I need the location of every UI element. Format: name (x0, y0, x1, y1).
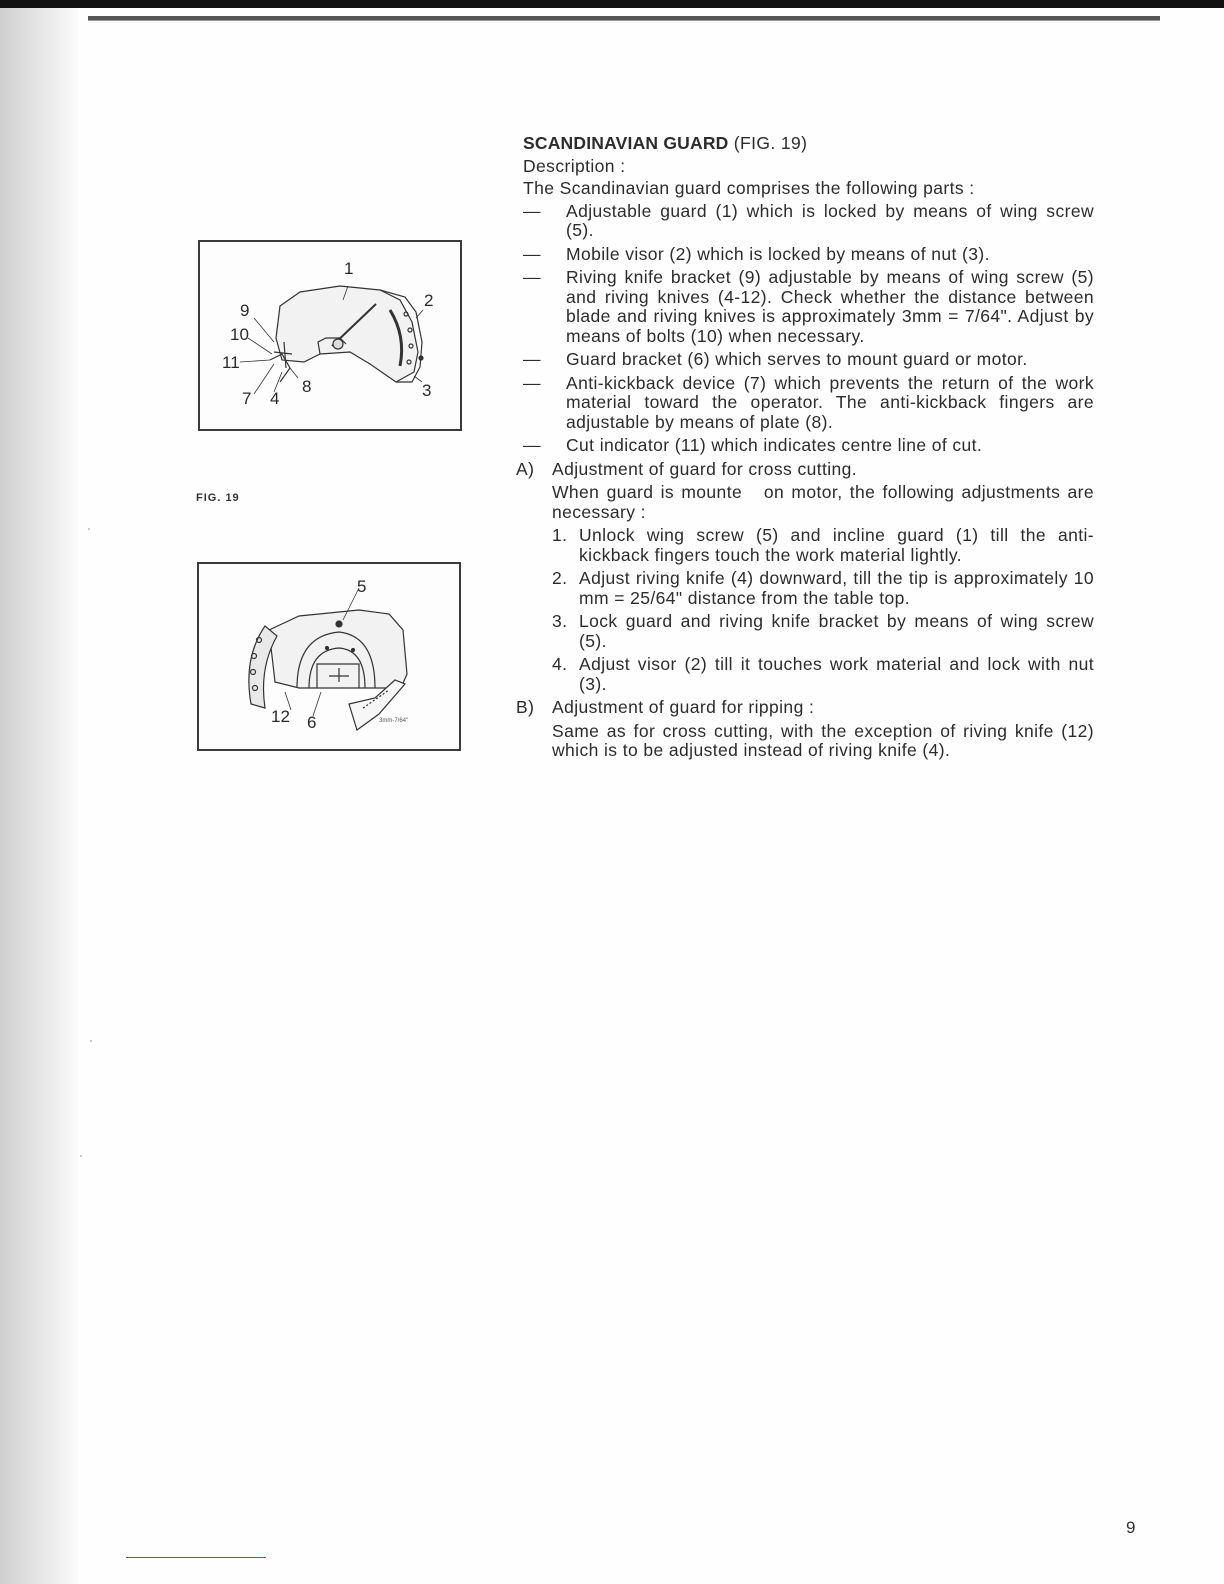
part-item: — Adjustable guard (1) which is locked by means of wing screw (5). (523, 200, 1094, 240)
page-number: 9 (1126, 1518, 1136, 1537)
part-item: — Guard bracket (6) which serves to mount guard or motor. (523, 349, 1028, 369)
callout-3: 3 (422, 381, 432, 400)
step-item: 4. Adjust visor (2) till it touches work material and lock with nut (3). (552, 654, 1094, 694)
binding-shadow (0, 0, 78, 1584)
callout-11: 11 (222, 353, 240, 372)
section-heading (523, 134, 1094, 154)
callout-2: 2 (424, 291, 434, 310)
callout-12: 12 (271, 707, 290, 726)
header-rule (88, 16, 1160, 21)
section-b-text: Same as for cross cutting, with the exception of riving knife (12) which is to be adjusted instead of riving knife (4). (552, 720, 1094, 760)
scan-speck (90, 1040, 92, 1042)
scan-speck (88, 528, 90, 530)
scan-speck (80, 1155, 82, 1157)
figure-caption: FIG. 19 (196, 492, 240, 504)
part-item: — Anti-kickback device (7) which prevents the return of the work material toward the operator. The anti-kickback fingers are adjustable by means of plate (8). (523, 372, 1094, 432)
svg-text:3mm-7/64": 3mm-7/64" (379, 718, 409, 724)
heading-title: SCANDINAVIAN GUARD (523, 133, 729, 153)
step-item: 1. Unlock wing screw (5) and incline guard (1) till the anti-kickback fingers touch the work material lightly. (552, 525, 1094, 565)
callout-8: 8 (302, 377, 312, 396)
step-item: 2. Adjust riving knife (4) downward, till the tip is approximately 10 mm = 25/64" distance from the table top. (552, 568, 1094, 608)
heading-figure-ref: (FIG. 19) (733, 133, 808, 153)
callout-10: 10 (230, 325, 249, 344)
section-a-title: A) Adjustment of guard for cross cutting. (516, 458, 858, 479)
callout-7: 7 (242, 389, 252, 408)
callout-6: 6 (307, 713, 317, 732)
part-item: — Mobile visor (2) which is locked by means of nut (3). (523, 243, 990, 264)
guard-front-illustration (199, 564, 459, 749)
scan-top-edge (0, 0, 1224, 8)
figure-19-front-view (197, 562, 461, 751)
part-item: — Riving knife bracket (9) adjustable by means of wing screw (5) and riving knives (4-12). Check whether the distance between blade and riving knives is approximately 3mm = 7/64". Adjust by means of bolts (10) when necessary. (523, 267, 1094, 346)
manual-text (512, 133, 1100, 765)
bottom-link-underline[interactable] (126, 1557, 266, 1558)
section-a-note: When guard is mounte on motor, the following adjustments are necessary : (552, 482, 1100, 522)
step-item: 3. Lock guard and riving knife bracket by means of wing screw (5). (552, 611, 1094, 651)
callout-4: 4 (270, 389, 280, 408)
description-label: Description : (523, 155, 626, 176)
callout-5: 5 (357, 577, 367, 596)
callout-1: 1 (344, 259, 354, 278)
parts-intro: The Scandinavian guard comprises the following parts : (523, 178, 975, 198)
callout-9: 9 (240, 301, 250, 320)
guard-top-illustration (200, 242, 460, 429)
figure-19-top-view (198, 240, 462, 431)
part-item: — Cut indicator (11) which indicates centre line of cut. (523, 435, 983, 455)
section-b-title: B) Adjustment of guard for ripping : (516, 697, 815, 717)
